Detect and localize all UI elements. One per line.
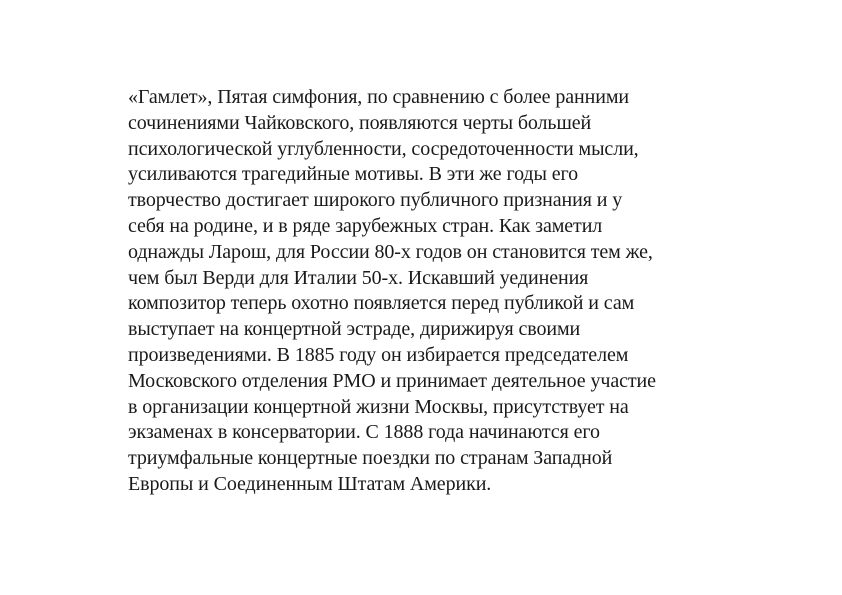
- paragraph-line: композитор теперь охотно появляется перед публикой и сам: [128, 292, 635, 315]
- paragraph-line: однажды Ларош, для России 80-х годов он становится тем же,: [128, 240, 653, 263]
- paragraph-line: себя на родине, и в ряде зарубежных стран. Как заметил: [128, 214, 603, 237]
- paragraph-line: Московского отделения РМО и принимает деятельное участие: [128, 369, 656, 392]
- paragraph-line: психологической углубленности, сосредоточенности мысли,: [128, 137, 639, 160]
- paragraph-line: Европы и Соединенным Штатам Америки.: [128, 472, 492, 495]
- paragraph-line: сочинениями Чайковского, появляются черты большей: [128, 111, 592, 134]
- paragraph-line: триумфальные концертные поездки по странам Западной: [128, 447, 613, 470]
- paragraph-line: чем был Верди для Италии 50-х. Искавший уединения: [128, 266, 589, 289]
- paragraph-line: выступает на концертной эстраде, дирижируя своими: [128, 318, 581, 341]
- paragraph-line: «Гамлет», Пятая симфония, по сравнению с более ранними: [128, 86, 629, 108]
- paragraph-line: экзаменах в консерватории. С 1888 года начинаются его: [128, 421, 600, 444]
- body-paragraph: [128, 85, 748, 498]
- paragraph-line: в организации концертной жизни Москвы, присутствует на: [128, 395, 629, 418]
- paragraph-line: творчество достигает широкого публичного признания и у: [128, 189, 623, 212]
- paragraph-line: усиливаются трагедийные мотивы. В эти же годы его: [128, 163, 579, 186]
- paragraph-line: произведениями. В 1885 году он избирается председателем: [128, 343, 629, 366]
